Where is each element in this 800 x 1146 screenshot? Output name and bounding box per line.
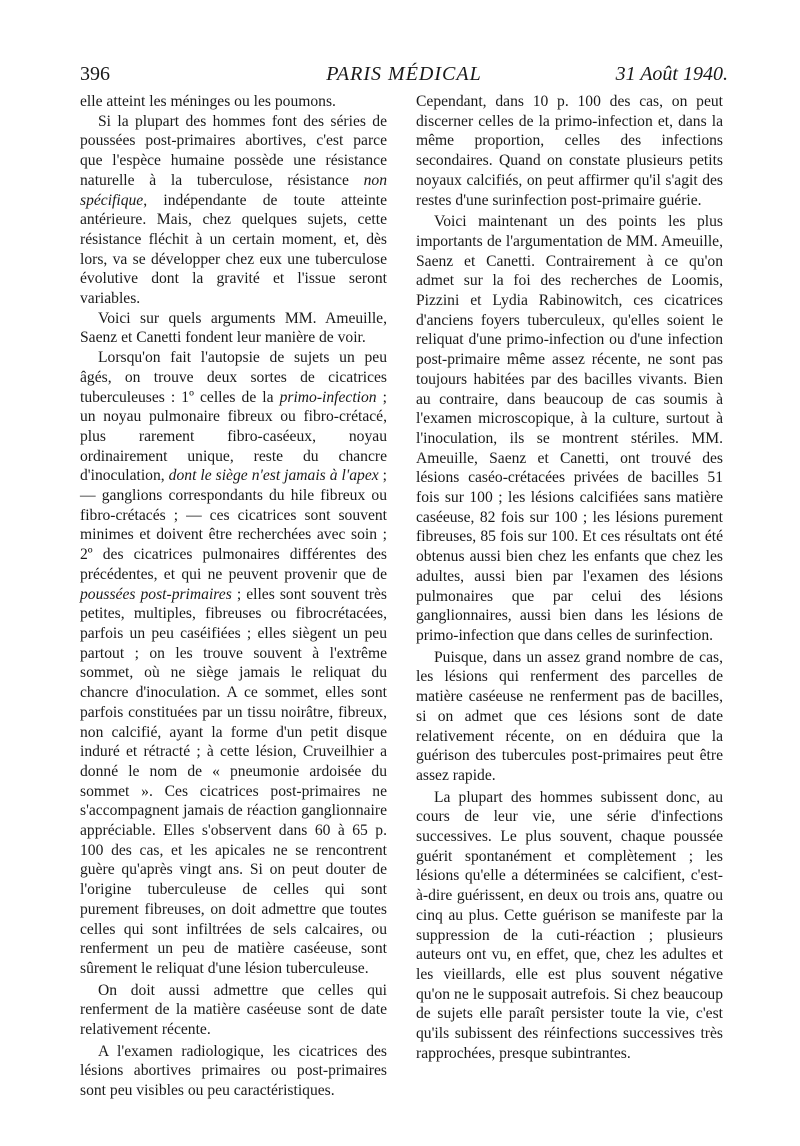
text-run: ; elles sont souvent très petites, multiples, fibreuses ou fibrocrétacées, parfois un peu caséifiées ; elles siègent un peu partout ; on les trouve souvent à l'extrême sommet, où ne siège jamais le reliquat du chancre d'inoculation. A ce sommet, elles sont parfois constituées par un tissu noirâtre, fibreux, non calcifié, ayant la forme d'un petit disque induré et rétracté ; à cette lésion, Cruveilhier a donné le nom de « pneumonie ardoisée du sommet ». Ces cicatrices post-primaires ne s'accompagnent jamais de réaction ganglionnaire appréciable. Elles s'observent dans 60 à 65 p. 100 des cas, et les apicales ne se rencontrent guère qu'après vingt ans. Si on peut douter de l'origine tuberculeuse de celles qui sont purement fibreuses, on doit admettre que toutes celles qui sont infiltrées de sels calcaires, ou renferment un peu de matière caséeuse, sont sûrement le reliquat d'une lésion tuberculeuse.: [80, 585, 388, 977]
paragraph: elle atteint les méninges ou les poumons.: [80, 93, 336, 110]
paragraph: [80, 112, 387, 309]
paragraph: Cependant, dans 10 p. 100 des cas, on peut discerner celles de la primo-infection et, dans la même proportion, celles des infections secondaires. Quand on constate plusieurs petits noyaux calcifiés, on peut affirmer qu'il s'agit des restes d'une surinfection post-primaire guérie.: [416, 93, 723, 209]
text-run: ; — ganglions correspondants du hile fibreux ou fibro-crétacés ; — ces cicatrices sont souvent minimes et doivent être recherchées avec soin ; 2º des cicatrices pulmonaires différentes des précédentes, et qui ne peuvent provenir que de: [80, 467, 387, 583]
left-column: [80, 92, 387, 1101]
text-run: Lorsqu'on fait l'autopsie de sujets un peu âgés, on trouve deux sortes de cicatrices tuberculeuses : 1º celles de la: [80, 349, 387, 406]
running-header: [80, 60, 728, 88]
italic-text: primo-infection: [279, 388, 377, 406]
paragraph: Puisque, dans un assez grand nombre de cas, les lésions qui renferment des parcelles de matière caséeuse ne renferment pas de bacilles, si on admet que ces lésions sont de date relativement récente, on en déduira que la guérison des tubercules post-primaires peut être assez rapide.: [416, 648, 723, 784]
paragraph: A l'examen radiologique, les cicatrices des lésions abortives primaires ou post-primaires sont peu visibles ou peu caractéristiques.: [80, 1042, 387, 1100]
paragraph: [80, 348, 387, 979]
italic-text: dont le siège n'est jamais à l'apex: [168, 467, 379, 485]
paragraph: Voici sur quels arguments MM. Ameuille, Saenz et Canetti fondent leur manière de voir.: [80, 309, 387, 347]
issue-date: 31 Août 1940.: [615, 63, 728, 85]
paragraph: Voici maintenant un des points les plus importants de l'argumentation de MM. Ameuille, Saenz et Canetti. Contrairement à ce qu'on admet sur la foi des recherches de Loomis, Pizzini et Lydia Rabinowitch, ces cicatrices d'anciens foyers tuberculeux, qu'elles soient le reliquat d'une primo-infection ou d'une infection post-primaire même assez récente, ne sont pas toujours habitées par des bacilles vivants. Bien au contraire, dans beaucoup de cas soumis à l'examen microscopique, à la culture, surtout à l'inoculation, ils se montrent stériles. MM. Ameuille, Saenz et Canetti, ont trouvé des lésions caséo-crétacées privées de bacilles 51 fois sur 100 ; les lésions calcifiées sans matière caséeuse, 82 fois sur 100 ; les lésions purement fibreuses, 85 fois sur 100. Et ces résultats ont été obtenus aussi bien chez les enfants que chez les adultes, aussi bien par l'examen des lésions pulmonaires que par celui des lésions ganglionnaires, aussi bien dans les lésions de primo-infection que dans celles de surinfection.: [416, 213, 723, 644]
text-run: ; un noyau pulmonaire fibreux ou fibro-crétacé, plus rarement fibro-caséeux, noyau ordinairement unique, reste du chancre d'inoculation,: [80, 388, 387, 485]
text-run: Si la plupart des hommes font des séries de poussées post-primaires abortives, c'est parce que l'espèce humaine possède une résistance naturelle à la tuberculose, résistance: [80, 112, 387, 189]
paragraph: On doit aussi admettre que celles qui renferment de la matière caséeuse sont de date relativement récente.: [80, 981, 387, 1039]
italic-text: poussées post-primaires: [80, 585, 232, 603]
text-run: , indépendante de toute atteinte antérieure. Mais, chez quelques sujets, cette résistance fléchit à un certain moment, et, dès lors, va se développer chez eux une tuberculose évolutive dont la gravité et l'issue seront variables.: [80, 191, 387, 308]
italic-text: non spécifique: [80, 171, 387, 209]
paragraph: La plupart des hommes subissent donc, au cours de leur vie, une série d'infections successives. Le plus souvent, chaque poussée guérit spontanément et complètement ; les lésions qu'elle a déterminées se calcifient, c'est-à-dire guérissent, en deux ou trois ans, quatre ou cinq au plus. Cette guérison se manifeste par la suppression de la cuti-réaction ; plusieurs auteurs ont vu, en effet, que, chez les adultes et les vieillards, elle est plus souvent négative qu'on ne le supposait autrefois. Si chez beaucoup de sujets elle paraît persister toute la vie, c'est qu'ils subissent des réinfections successives très rapprochées, presque subintrantes.: [416, 788, 723, 1062]
journal-title: PARIS MÉDICAL: [326, 63, 482, 85]
page-number: 396: [80, 63, 110, 85]
right-column: [416, 92, 723, 1063]
